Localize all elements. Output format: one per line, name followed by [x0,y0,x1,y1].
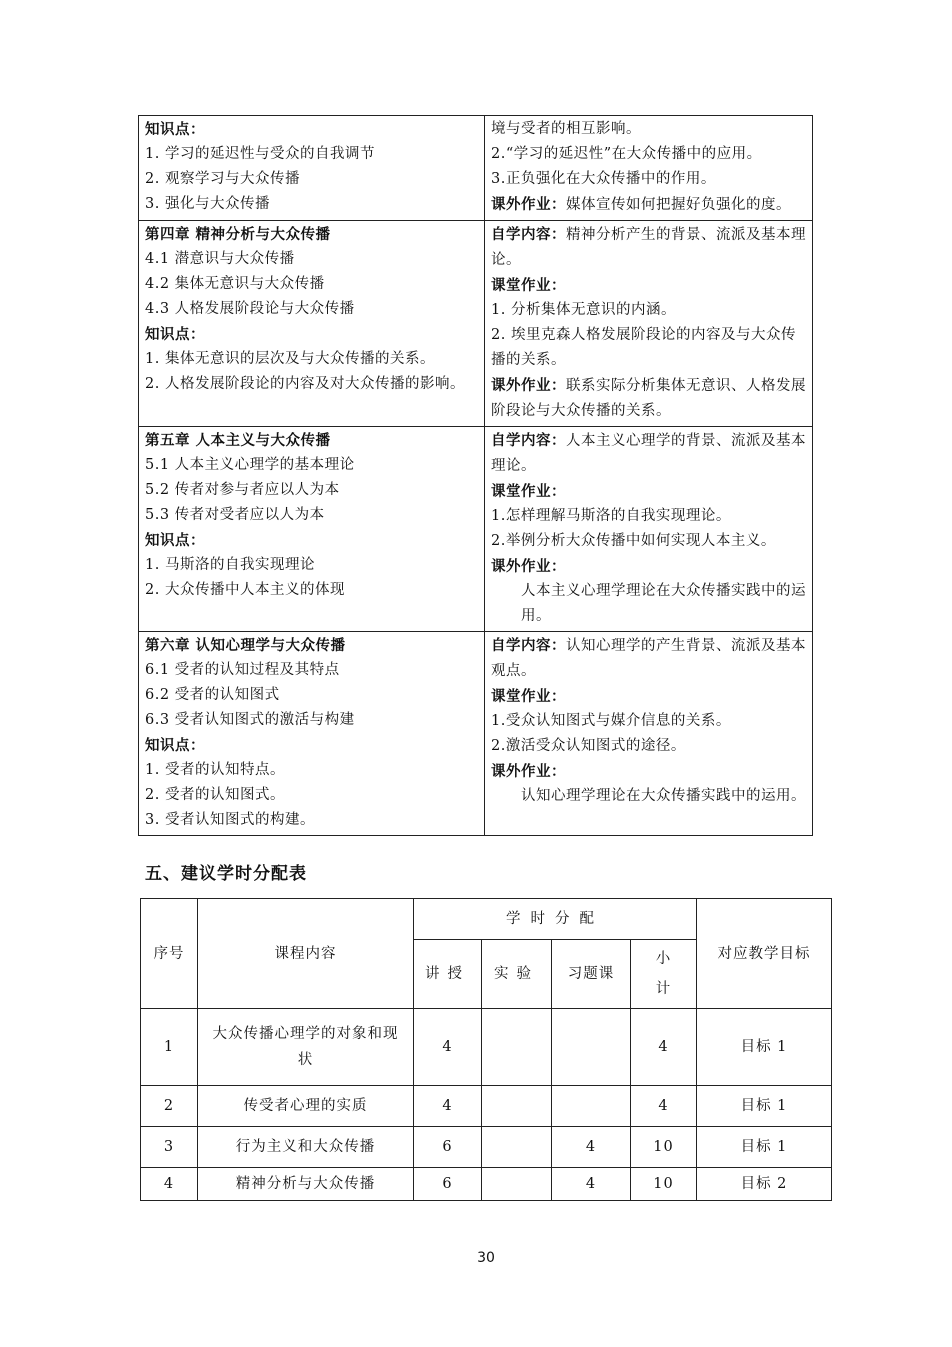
cell-subtotal: 10 [631,1127,697,1168]
line-text: 精神分析产生的背景、流派及基本理论。 [491,227,806,268]
header-hours-group: 学时分配 [414,899,697,940]
cell-content: 传受者心理的实质 [198,1086,414,1127]
cell-exercise: 4 [552,1127,631,1168]
text-line: 2. 受者的认知图式。 [145,787,285,803]
text-line: 2. 埃里克森人格发展阶段论的内容及与大众传播的关系。 [491,327,796,368]
table-row [141,1127,832,1168]
text-line: 知识点： [145,532,205,549]
line-text: 媒体宣传如何把握好负强化的度。 [566,197,791,213]
text-line: 课外作业： [491,558,566,575]
chapter-row [139,221,813,427]
line-label: 自学内容： [491,637,566,654]
cell-no: 3 [141,1127,198,1168]
cell-content: 大众传播心理学的对象和现状 [198,1009,414,1086]
text-line: 知识点： [145,737,205,754]
chapter-row [139,116,813,221]
header-lab: 实验 [482,940,552,1009]
right-cell [485,221,813,427]
text-line [491,633,806,684]
text-line: 1. 马斯洛的自我实现理论 [145,557,315,573]
text-line: 3.正负强化在大众传播中的作用。 [491,171,716,187]
table-row [141,1009,832,1086]
text-line: 6.3 受者认知图式的激活与构建 [145,712,355,728]
text-line: 第五章 人本主义与大众传播 [145,432,331,449]
text-line: 课堂作业： [491,483,566,500]
left-cell [139,632,485,836]
header-content: 课程内容 [198,899,414,1009]
text-line: 1. 集体无意识的层次及与大众传播的关系。 [145,351,435,367]
cell-lab [482,1086,552,1127]
text-line: 1.受众认知图式与媒介信息的关系。 [491,713,731,729]
text-line: 5.2 传者对参与者应以人为本 [145,482,340,498]
cell-lecture: 4 [414,1009,482,1086]
line-text: 人本主义心理学的背景、流派及基本理论。 [491,433,806,474]
text-line: 知识点： [145,121,205,138]
right-cell [485,116,813,221]
text-line: 课堂作业： [491,688,566,705]
cell-goal: 目标 2 [697,1168,832,1201]
cell-content: 精神分析与大众传播 [198,1168,414,1201]
text-line: 课外作业： [491,763,566,780]
text-line: 1. 分析集体无意识的内涵。 [491,302,676,318]
cell-goal: 目标 1 [697,1009,832,1086]
text-line: 4.3 人格发展阶段论与大众传播 [145,301,355,317]
cell-goal: 目标 1 [697,1086,832,1127]
line-label: 课外作业： [491,377,566,394]
text-line: 1. 学习的延迟性与受众的自我调节 [145,146,375,162]
text-line: 4.1 潜意识与大众传播 [145,251,295,267]
cell-lab [482,1009,552,1086]
header-exercise: 习题课 [552,940,631,1009]
text-line: 2.激活受众认知图式的途径。 [491,738,686,754]
cell-no: 4 [141,1168,198,1201]
text-line [491,222,806,273]
line-text: 联系实际分析集体无意识、人格发展阶段论与大众传播的关系。 [491,378,806,419]
text-line: 第四章 精神分析与大众传播 [145,226,331,243]
text-line [491,373,806,424]
table-row [141,1086,832,1127]
cell-exercise [552,1009,631,1086]
line-text: 认知心理学的产生背景、流派及基本观点。 [491,638,806,679]
text-line: 4.2 集体无意识与大众传播 [145,276,325,292]
left-cell [139,427,485,632]
text-line [491,428,806,479]
line-label: 自学内容： [491,432,566,449]
header-subtotal-top: 小 [655,951,672,967]
cell-subtotal: 4 [631,1009,697,1086]
right-cell [485,632,813,836]
text-line: 6.2 受者的认知图式 [145,687,280,703]
text-line: 5.1 人本主义心理学的基本理论 [145,457,355,473]
section-heading: 五、建议学时分配表 [145,864,307,884]
cell-no: 2 [141,1086,198,1127]
page-number: 30 [477,1250,495,1266]
text-line: 2. 观察学习与大众传播 [145,171,300,187]
header-subtotal [631,940,697,1009]
cell-lecture: 6 [414,1168,482,1201]
text-line: 2.举例分析大众传播中如何实现人本主义。 [491,533,776,549]
line-label: 自学内容： [491,226,566,243]
text-line: 3. 受者认知图式的构建。 [145,812,315,828]
cell-lecture: 6 [414,1127,482,1168]
header-no: 序号 [141,899,198,1009]
text-line: 2. 大众传播中人本主义的体现 [145,582,345,598]
chapter-content-table [138,115,813,836]
cell-exercise [552,1086,631,1127]
text-line: 知识点： [145,326,205,343]
header-goal: 对应教学目标 [697,899,832,1009]
text-line: 1. 受者的认知特点。 [145,762,285,778]
table-row [141,1168,832,1201]
text-line: 2. 人格发展阶段论的内容及对大众传播的影响。 [145,376,465,392]
cell-subtotal: 4 [631,1086,697,1127]
text-line: 境与受者的相互影响。 [491,121,641,137]
cell-lecture: 4 [414,1086,482,1127]
text-line [491,192,806,218]
cell-content: 行为主义和大众传播 [198,1127,414,1168]
text-line: 3. 强化与大众传播 [145,196,270,212]
cell-exercise: 4 [552,1168,631,1201]
chapter-row [139,632,813,836]
header-lecture: 讲授 [414,940,482,1009]
hours-allocation-table [140,898,832,1201]
text-line: 第六章 认知心理学与大众传播 [145,637,346,654]
chapter-row [139,427,813,632]
text-line: 课堂作业： [491,277,566,294]
header-subtotal-bottom: 计 [655,981,672,997]
text-line: 2.“学习的延迟性”在大众传播中的应用。 [491,146,762,162]
text-line: 1.怎样理解马斯洛的自我实现理论。 [491,508,731,524]
left-cell [139,221,485,427]
cell-lab [482,1127,552,1168]
cell-lab [482,1168,552,1201]
text-line: 认知心理学理论在大众传播实践中的运用。 [521,788,806,804]
line-label: 课外作业： [491,196,566,213]
text-line: 5.3 传者对受者应以人为本 [145,507,325,523]
right-cell [485,427,813,632]
left-cell [139,116,485,221]
text-line: 6.1 受者的认知过程及其特点 [145,662,340,678]
cell-no: 1 [141,1009,198,1086]
text-line: 人本主义心理学理论在大众传播实践中的运用。 [521,583,806,624]
cell-goal: 目标 1 [697,1127,832,1168]
cell-subtotal: 10 [631,1168,697,1201]
